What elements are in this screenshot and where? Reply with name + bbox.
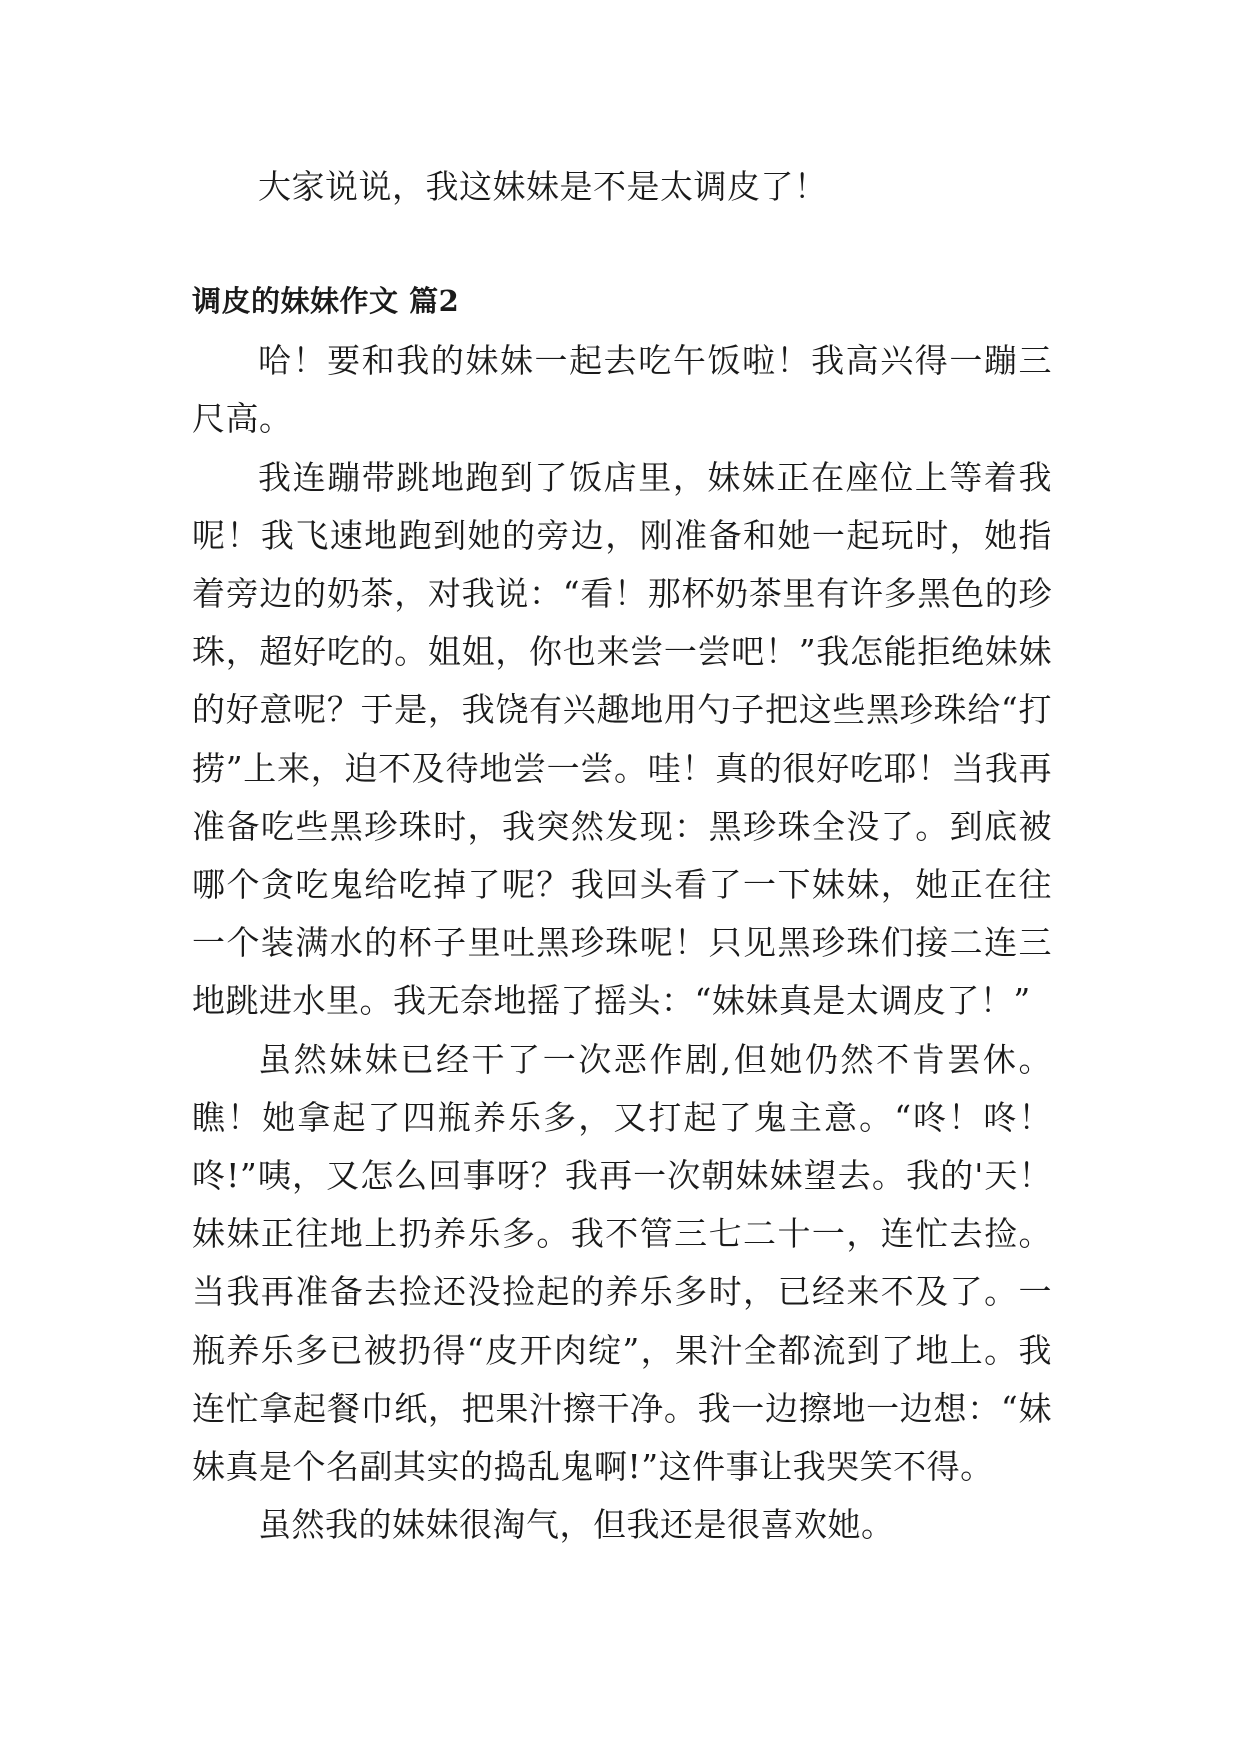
section-title: 调皮的妹妹作文 篇2: [192, 284, 460, 319]
intro-paragraph: 大家说说，我这妹妹是不是太调皮了！: [258, 167, 828, 206]
document-body: [192, 158, 1052, 1554]
paragraph-3: 虽然妹妹已经干了一次恶作剧,但她仍然不肯罢休。瞧！她拿起了四瓶养乐多，又打起了鬼主意。“咚！咚！咚!”咦，又怎么回事呀？我再一次朝妹妹望去。我的'天！妹妹正往地上扔养乐多。我不管三七二十一，连忙去捡。当我再准备去捡还没捡起的养乐多时，已经来不及了。一瓶养乐多已被扔得“皮开肉绽”，果汁全都流到了地上。我连忙拿起餐巾纸，把果汁擦干净。我一边擦地一边想：“妹妹真是个名副其实的捣乱鬼啊!”这件事让我哭笑不得。: [192, 1039, 1052, 1487]
paragraph-1: 哈！要和我的妹妹一起去吃午饭啦！我高兴得一蹦三尺高。: [192, 341, 1052, 439]
paragraph-2: 我连蹦带跳地跑到了饭店里，妹妹正在座位上等着我呢！我飞速地跑到她的旁边，刚准备和她一起玩时，她指着旁边的奶茶，对我说：“看！那杯奶茶里有许多黑色的珍珠，超好吃的。姐姐，你也来尝一尝吧！”我怎能拒绝妹妹的好意呢？于是，我饶有兴趣地用勺子把这些黑珍珠给“打捞”上来，迫不及待地尝一尝。哇！真的很好吃耶！当我再准备吃些黑珍珠时，我突然发现：黑珍珠全没了。到底被哪个贪吃鬼给吃掉了呢？我回头看了一下妹妹，她正在往一个装满水的杯子里吐黑珍珠呢！只见黑珍珠们接二连三地跳进水里。我无奈地摇了摇头：“妹妹真是太调皮了！”: [192, 457, 1052, 1021]
paragraph-4: 虽然我的妹妹很淘气，但我还是很喜欢她。: [258, 1505, 895, 1545]
